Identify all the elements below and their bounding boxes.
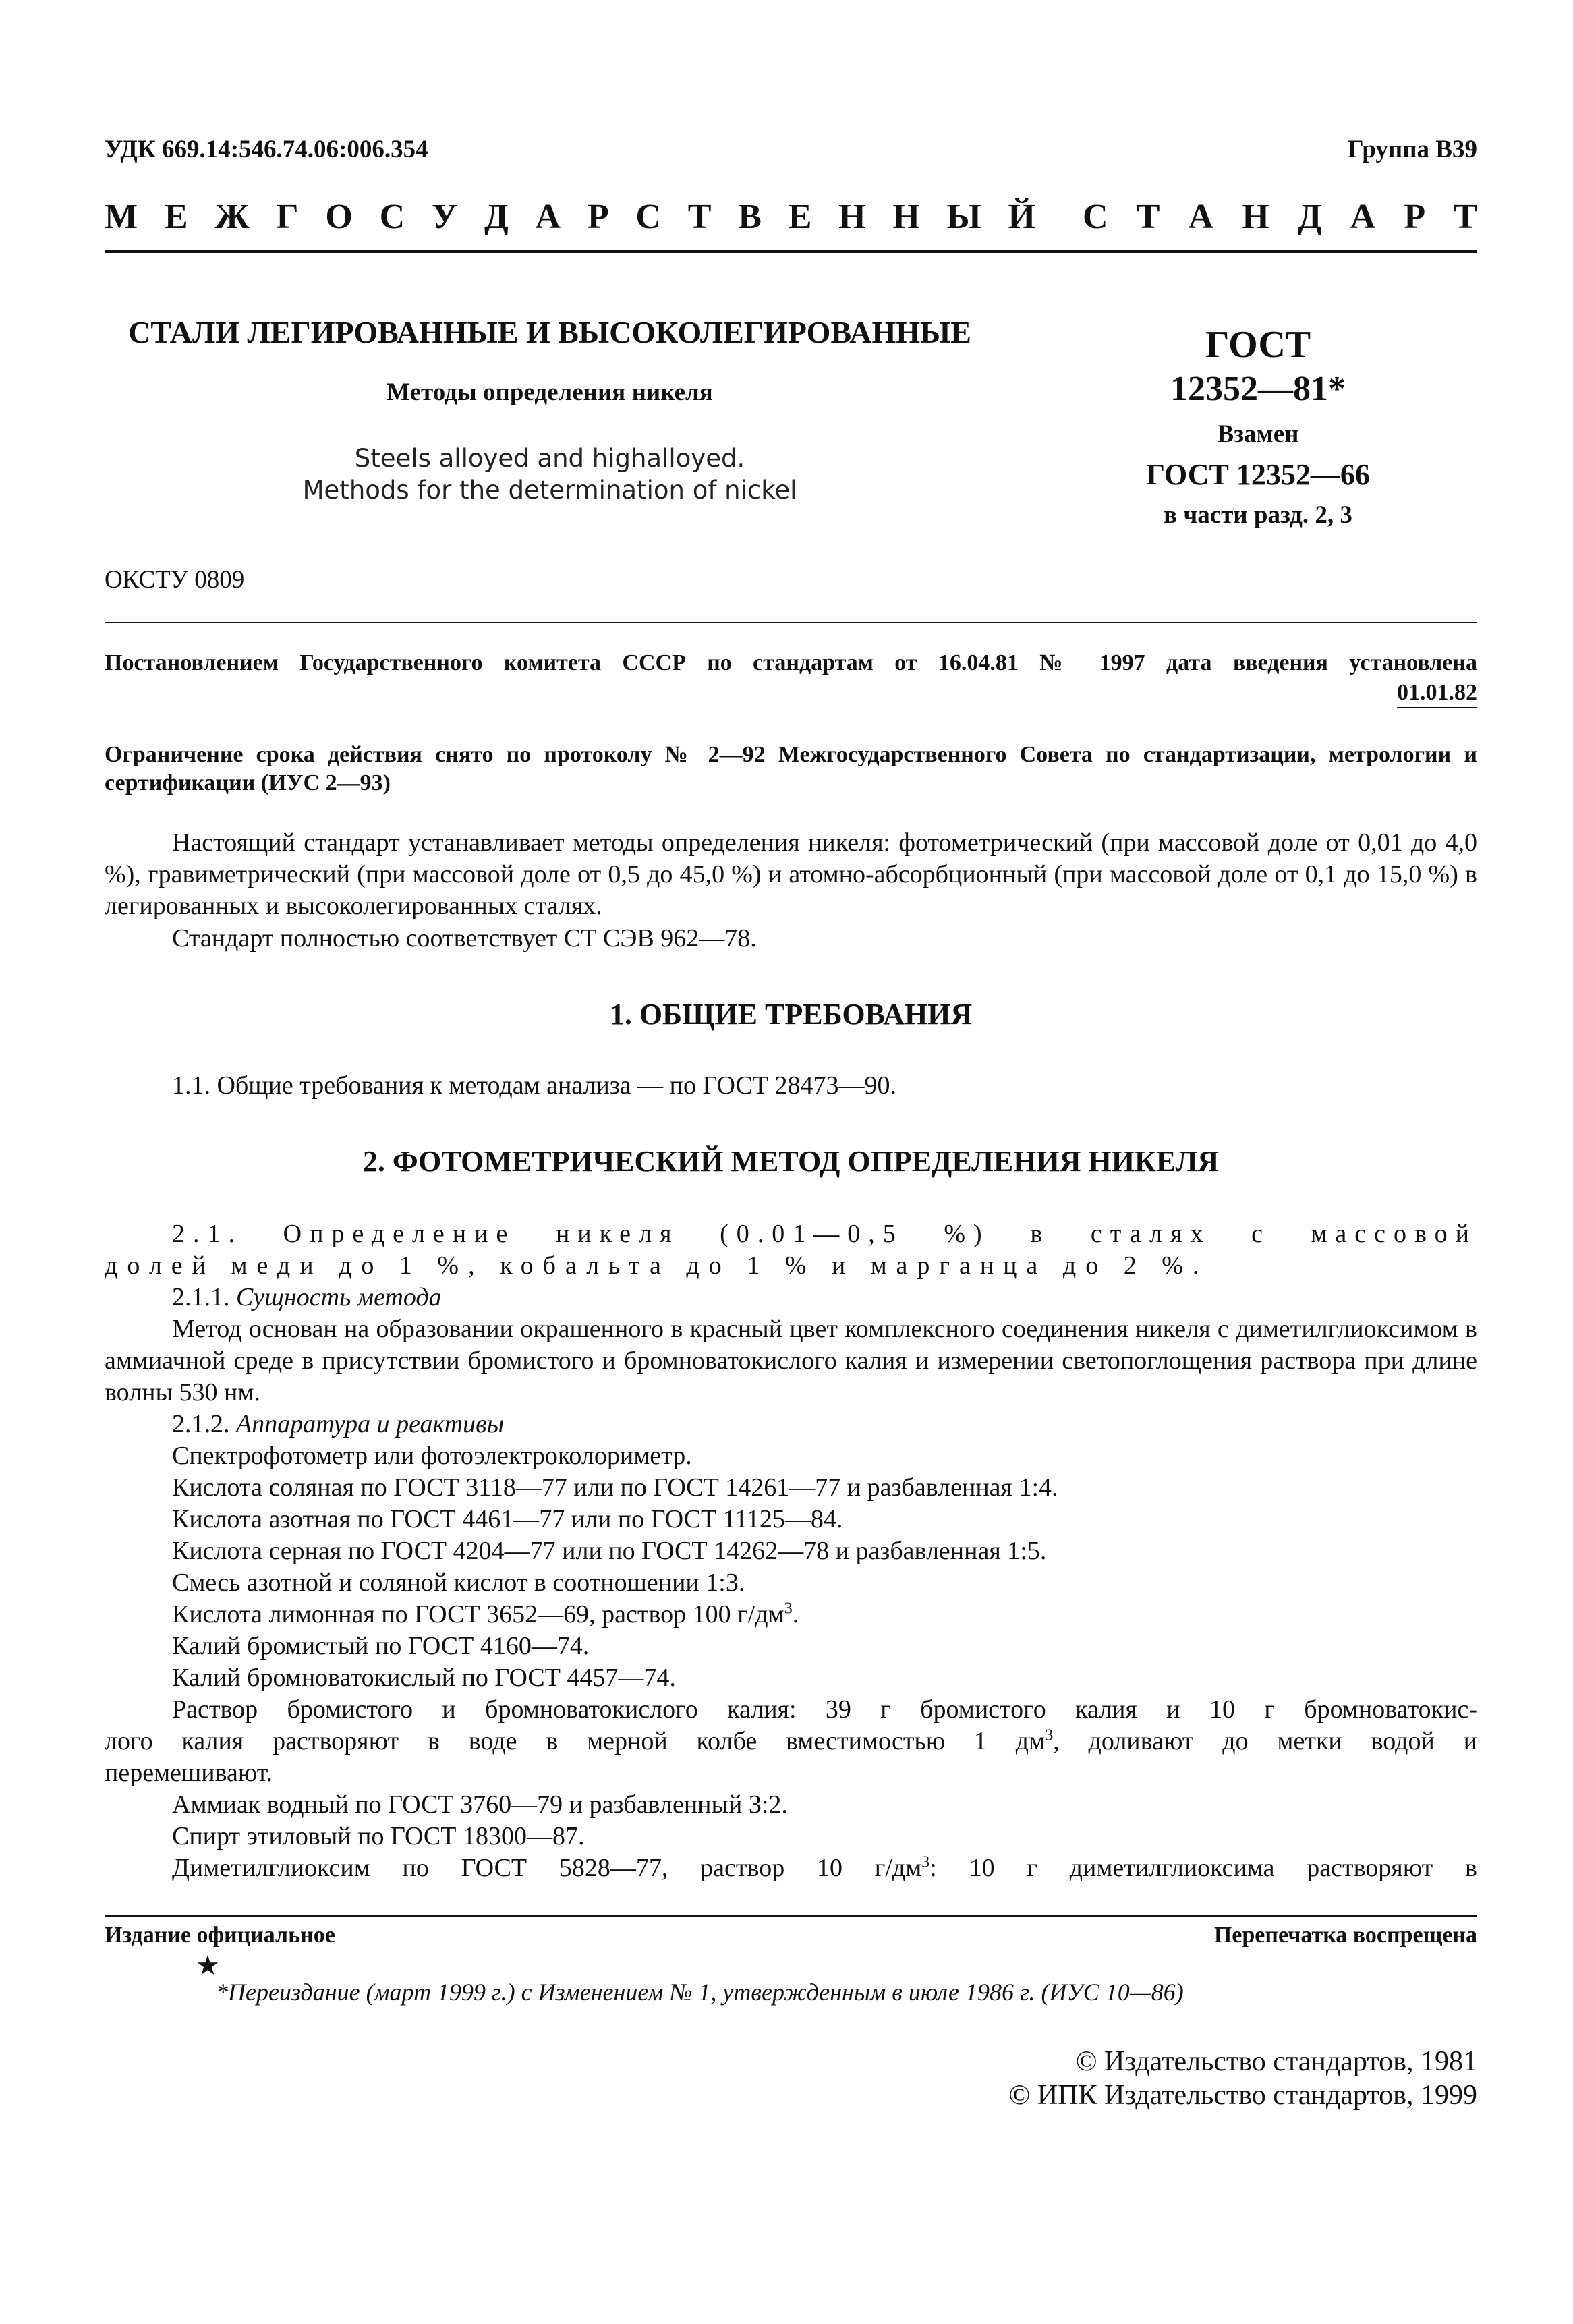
reagent-ethanol: Спирт этиловый по ГОСТ 18300—87. — [172, 1822, 585, 1850]
heading-letter: С — [635, 198, 661, 236]
replaces-label: Взамен — [1217, 420, 1299, 448]
heading-letter: О — [325, 198, 353, 236]
heading-letter: Н — [1242, 198, 1269, 236]
gost-number: 12352—81* — [1170, 370, 1346, 408]
heading-letter: Р — [587, 198, 609, 236]
method-description: Метод основан на образовании окрашенного в красный цвет комплексного соединения никеля с диметилглиоксимом в аммиачной среде в присутствии бромистого и бромноватокислого калия и измерении светопоглощения раствора при длине волны 530 нм. — [105, 1315, 1477, 1407]
superscript: 3 — [921, 1853, 930, 1871]
solution-line2-end: , доливают до метки водой и — [1053, 1727, 1477, 1755]
heading-letter: Н — [838, 198, 866, 236]
reagent-dmg — [172, 1852, 1477, 1884]
citric-acid-end: . — [792, 1600, 799, 1628]
section1-heading: 1. ОБЩИЕ ТРЕБОВАНИЯ — [609, 998, 973, 1031]
standard-heading — [1083, 197, 1477, 237]
heading-letter: Р — [1404, 198, 1426, 236]
replaced-gost: ГОСТ 12352—66 — [1146, 458, 1370, 491]
heading-letter: Т — [1454, 198, 1477, 236]
heading-letter: Т — [1136, 198, 1160, 236]
heading-letter: Д — [1297, 198, 1322, 236]
heading-letter: М — [105, 198, 138, 236]
document-page — [105, 0, 1477, 2324]
dmg-text: Диметилглиоксим по ГОСТ 5828—77, раствор 10 г/дм — [172, 1854, 922, 1882]
section2-heading: 2. ФОТОМЕТРИЧЕСКИЙ МЕТОД ОПРЕДЕЛЕНИЯ НИКЕЛЯ — [362, 1145, 1220, 1178]
section1-item: 1.1. Общие требования к методам анализа — по ГОСТ 28473—90. — [172, 1071, 897, 1100]
gost-word: ГОСТ — [1205, 324, 1311, 366]
copyright-1999: © ИПК Издательство стандартов, 1999 — [1008, 2080, 1477, 2111]
superscript: 3 — [1045, 1726, 1054, 1745]
divider — [105, 622, 1477, 623]
official-edition: Издание официальное — [105, 1923, 335, 1948]
item-2-1-1-title: Сущность метода — [236, 1283, 442, 1311]
heading-letter: С — [379, 198, 405, 236]
footer-divider — [105, 1915, 1477, 1917]
heading-letter: Г — [276, 198, 299, 236]
reagent-item: Кислота азотная по ГОСТ 4461—77 или по ГОСТ 11125—84. — [172, 1505, 843, 1533]
heading-letter: Ж — [214, 198, 250, 236]
solution-line2 — [105, 1726, 1477, 1757]
item-2-1-2-number: 2.1.2. — [172, 1410, 230, 1438]
heading-letter: С — [1083, 198, 1108, 236]
title-english-line2: Methods for the determination of nickel — [302, 476, 797, 505]
heading-letter: Ы — [946, 198, 981, 236]
group-code: Группа В39 — [1348, 136, 1477, 163]
reissue-note: *Переиздание (март 1999 г.) с Изменением № 1, утвержденным в июле 1986 г. (ИУС 10—86) — [216, 1979, 1184, 2006]
title-russian: СТАЛИ ЛЕГИРОВАННЫЕ И ВЫСОКОЛЕГИРОВАННЫЕ — [128, 315, 971, 349]
effective-date: 01.01.82 — [1397, 680, 1477, 708]
intro-paragraph: Настоящий стандарт устанавливает методы определения никеля: фотометрический (при массовой доле от 0,01 до 4,0 %), гравиметрический (при массовой доле от 0,5 до 45,0 %) и атомно-абсорбционный (при массовой доле от 0,1 до 15,0 %) в легированных и высоколегированных сталях. — [105, 828, 1477, 920]
solution-line3: перемешивают. — [105, 1759, 273, 1787]
replaced-sections: в части разд. 2, 3 — [1164, 501, 1352, 529]
item-2-1-line2: долей меди до 1 %, кобальта до 1 % и марганца до 2 %. — [105, 1251, 1209, 1280]
reagent-kbro3: Калий бромноватокислый по ГОСТ 4457—74. — [172, 1664, 676, 1692]
item-2-1-2 — [172, 1409, 504, 1440]
subtitle-russian: Методы определения никеля — [387, 378, 713, 406]
item-2-1-line1: 2.1. Определение никеля (0.01—0,5 %) в сталях с массовой — [172, 1220, 1477, 1248]
udk-code: УДК 669.14:546.74.06:006.354 — [105, 136, 428, 163]
copyright-1981: © Издательство стандартов, 1981 — [1075, 2046, 1477, 2077]
reagent-item: Кислота соляная по ГОСТ 3118—77 или по ГОСТ 14261—77 и разбавленная 1:4. — [172, 1473, 1058, 1502]
reagent-item: Спектрофотометр или фотоэлектроколориметр. — [172, 1442, 692, 1470]
heading-letter: Е — [788, 198, 812, 236]
dmg-end: : 10 г диметилглиоксима растворяют в — [930, 1854, 1477, 1882]
decree-text: Постановлением Государственного комитета СССР по стандартам от 16.04.81 № 1997 дата введения установлена — [105, 650, 1477, 675]
citric-acid-text: Кислота лимонная по ГОСТ 3652—69, раствор 100 г/дм — [172, 1600, 784, 1628]
limitation-note: Ограничение срока действия снято по протоколу № 2—92 Межгосударственного Совета по стандартизации, метрологии и сертификации (ИУС 2—93) — [105, 742, 1477, 795]
heading-letter: А — [1188, 198, 1214, 236]
heading-letter: В — [738, 198, 762, 236]
title-english-line1: Steels alloyed and highalloyed. — [354, 444, 745, 473]
item-2-1-2-title: Аппаратура и реактивы — [236, 1410, 505, 1438]
reprint-prohibited: Перепечатка воспрещена — [1213, 1923, 1477, 1948]
intro-compliance: Стандарт полностью соответствует СТ СЭВ 962—78. — [172, 924, 757, 953]
gost-designation — [1069, 322, 1447, 534]
superscript: 3 — [784, 1599, 793, 1618]
heading-letter: Н — [892, 198, 920, 236]
item-2-1-1-number: 2.1.1. — [172, 1283, 230, 1311]
interstate-heading — [105, 197, 1035, 237]
heading-letter: Й — [1008, 198, 1035, 236]
heading-letter: Е — [164, 198, 188, 236]
solution-line2-text: лого калия растворяют в воде в мерной колбе вместимостью 1 дм — [105, 1727, 1046, 1755]
heading-letter: Т — [687, 198, 712, 236]
item-2-1-1 — [172, 1282, 442, 1313]
reagent-item: Кислота серная по ГОСТ 4204—77 или по ГОСТ 14262—78 и разбавленная 1:5. — [172, 1537, 1047, 1565]
reagent-ammonia: Аммиак водный по ГОСТ 3760—79 и разбавленный 3:2. — [172, 1790, 788, 1819]
star-icon: ★ — [196, 1950, 220, 1981]
header-divider — [105, 250, 1477, 253]
heading-letter: А — [535, 198, 561, 236]
heading-letter: Д — [484, 198, 509, 236]
heading-letter: У — [432, 198, 458, 236]
reagent-item: Смесь азотной и соляной кислот в соотношении 1:3. — [172, 1568, 745, 1597]
heading-letter: А — [1350, 198, 1376, 236]
reagent-kbr: Калий бромистый по ГОСТ 4160—74. — [172, 1632, 590, 1660]
solution-line1: Раствор бромистого и бромноватокислого калия: 39 г бромистого калия и 10 г бромноватокис- — [172, 1695, 1477, 1724]
reagent-citric-acid — [172, 1599, 799, 1631]
okstu-code: ОКСТУ 0809 — [105, 566, 245, 594]
